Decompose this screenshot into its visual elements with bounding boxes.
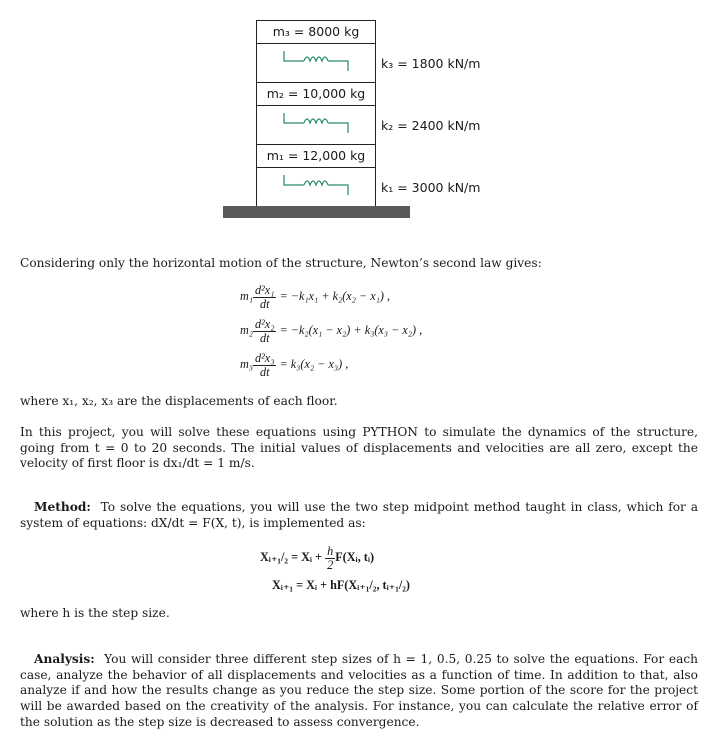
analysis-text: You will consider three different step sizes of h = 1, 0.5, 0.25 to solve the equations. For each case, analyze the behavior of all displacements and velocities as a function of time. In addition to that, also analyze if and how the results change as you reduce the step size. Some portion of the score for the project will be awarded based on the creativity of the analysis. For instance, you can calculate the relative error of the solution as the step size is decreased to assess convergence. (20, 652, 699, 729)
equation-3-mass: m₃ (240, 357, 254, 372)
equation-2 (240, 318, 422, 345)
midpoint-half-numerator: h (327, 544, 334, 558)
midpoint-equation-full: Xᵢ₊₁ = Xᵢ + hF(Xᵢ₊₁/₂, tᵢ₊₁/₂) (272, 578, 410, 592)
equation-2-rhs: = −k₂(x₁ − x₂) + k₃(x₃ − x₂) , (279, 323, 423, 338)
analysis-heading: Analysis: (34, 652, 95, 666)
equation-1-numerator: d²x₁ (255, 283, 275, 297)
spring-3-label: k₃ = 1800 kN/m (381, 56, 481, 71)
spring-2-label: k₂ = 2400 kN/m (381, 118, 481, 133)
method-text: To solve the equations, you will use the two step midpoint method taught in class, which for a system of equations: dX/dt = F(X, t), is implemented as: (20, 500, 698, 530)
project-paragraph: In this project, you will solve these equations using PYTHON to simulate the dynamics of the structure, going from t = 0 to 20 seconds. The initial values of displacements and velocities are all zero, except the velocity of first floor is dx₁/dt = 1 m/s. (20, 425, 698, 471)
equation-3 (240, 352, 348, 379)
spring-3-icon (256, 43, 376, 83)
step-size-note: where h is the step size. (20, 606, 170, 620)
spring-1-label: k₁ = 3000 kN/m (381, 180, 481, 195)
equation-2-mass: m₂ (240, 323, 254, 338)
equation-1-denominator: dt (260, 296, 270, 311)
displacements-note: where x₁, x₂, x₃ are the displacements of each floor. (20, 394, 338, 408)
intro-text: Considering only the horizontal motion of the structure, Newton’s second law gives: (20, 256, 542, 270)
equation-1-rhs: = −k₁x₁ + k₂(x₂ − x₁) , (279, 289, 391, 304)
mass-3-label: m₃ = 8000 kg (272, 24, 360, 39)
ground-slab (223, 206, 410, 218)
equation-3-numerator: d²x₃ (255, 351, 275, 365)
method-paragraph (20, 500, 698, 531)
midpoint-half-rhs: F(Xᵢ, tᵢ) (335, 550, 375, 565)
mass-2-label: m₂ = 10,000 kg (266, 86, 366, 101)
equation-3-rhs: = k₃(x₂ − x₃) , (279, 357, 349, 372)
midpoint-equation-half (260, 545, 374, 572)
equation-1-mass: m₁ (240, 289, 254, 304)
equation-2-numerator: d²x₂ (255, 317, 275, 331)
spring-2-icon (256, 105, 376, 145)
analysis-paragraph (20, 652, 698, 731)
midpoint-half-lhs: Xᵢ₊₁/₂ = Xᵢ + (260, 550, 323, 565)
mass-1-label: m₁ = 12,000 kg (266, 148, 366, 163)
method-heading: Method: (34, 500, 91, 514)
equation-1 (240, 284, 390, 311)
midpoint-half-denominator: 2 (327, 557, 334, 572)
equation-2-denominator: dt (260, 330, 270, 345)
equation-3-denominator: dt (260, 364, 270, 379)
spring-1-icon (256, 167, 376, 207)
